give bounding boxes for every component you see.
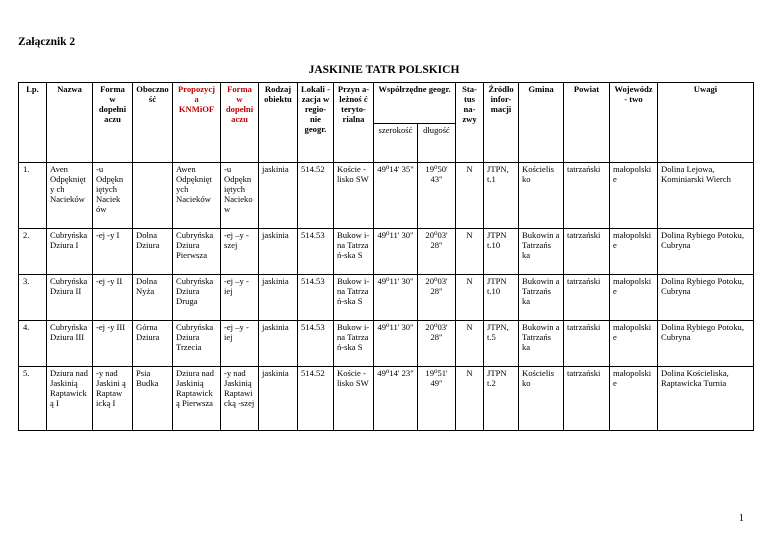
cell-nazwa: Aven Odpęknięty ch Nacieków (47, 163, 93, 229)
header-uwagi: Uwagi (658, 83, 754, 163)
cell-powiat: tatrzański (564, 163, 610, 229)
cell-lokalizacja: 514.53 (298, 321, 334, 367)
header-zrodlo: Źródło infor- macji (484, 83, 519, 163)
cell-wojewodztwo: małopolski e (610, 321, 658, 367)
header-status: Sta- tus na- zwy (456, 83, 484, 163)
cell-powiat: tatrzański (564, 229, 610, 275)
header-wojewodztwo: Wojewódz- two (610, 83, 658, 163)
cell-forma: -ej -y I (93, 229, 133, 275)
cell-status: N (456, 275, 484, 321)
header-szerokosc: szerokość (374, 124, 418, 163)
cell-zrodlo: JTPN t.10 (484, 275, 519, 321)
cell-lokalizacja: 514.53 (298, 275, 334, 321)
table-row (19, 275, 754, 321)
header-nazwa: Nazwa (47, 83, 93, 163)
cell-wojewodztwo: małopolski e (610, 275, 658, 321)
cell-wojewodztwo: małopolski e (610, 367, 658, 431)
cell-propozycja: Cubryńska Dziura Trzecia (173, 321, 221, 367)
table-row (19, 229, 754, 275)
table-row (19, 163, 754, 229)
cell-status: N (456, 321, 484, 367)
cell-lp: 3. (19, 275, 47, 321)
header-powiat: Powiat (564, 83, 610, 163)
cell-wojewodztwo: małopolski e (610, 163, 658, 229)
cell-status: N (456, 367, 484, 431)
cell-rodzaj: jaskinia (259, 229, 298, 275)
annex-label: Załącznik 2 (18, 36, 76, 48)
header-dlugosc: długość (418, 124, 456, 163)
cell-gmina: Kościelis ko (519, 367, 564, 431)
cell-nazwa: Cubryńska Dziura I (47, 229, 93, 275)
cell-obocznosc (133, 163, 173, 229)
header-lp: Lp. (19, 83, 47, 163)
cell-powiat: tatrzański (564, 321, 610, 367)
cell-gmina: Bukowin a Tatrzańs ka (519, 275, 564, 321)
cell-status: N (456, 163, 484, 229)
cell-zrodlo: JTPN t.10 (484, 229, 519, 275)
cell-przynaleznosc: Bukow i-na Tatrza ń-ska S (334, 229, 374, 275)
cell-propozycja: Awen Odpęknięt ych Nacieków (173, 163, 221, 229)
cell-zrodlo: JTPN t.2 (484, 367, 519, 431)
cell-nazwa: Cubryńska Dziura II (47, 275, 93, 321)
cell-szerokosc: 49⁰11' 30" (374, 275, 418, 321)
header-lokalizacja: Lokali - zacja w regio- nie geogr. (298, 83, 334, 163)
cell-forma2: -ej –y -iej (221, 321, 259, 367)
cell-przynaleznosc: Koście -lisko SW (334, 163, 374, 229)
cell-wojewodztwo: małopolski e (610, 229, 658, 275)
cell-uwagi: Dolina Kościeliska, Raptawicka Turnia (658, 367, 754, 431)
header-obocznosc: Oboczno ść (133, 83, 173, 163)
cell-powiat: tatrzański (564, 275, 610, 321)
cell-propozycja: Cubryńska Dziura Pierwsza (173, 229, 221, 275)
cell-powiat: tatrzański (564, 367, 610, 431)
cell-obocznosc: Psia Budka (133, 367, 173, 431)
cell-przynaleznosc: Koście -lisko SW (334, 367, 374, 431)
cell-rodzaj: jaskinia (259, 367, 298, 431)
cell-rodzaj: jaskinia (259, 163, 298, 229)
header-propozycja: Propozycj a KNMiOF (173, 83, 221, 163)
table-row (19, 321, 754, 367)
cell-lokalizacja: 514.53 (298, 229, 334, 275)
cell-forma: -ej -y III (93, 321, 133, 367)
header-przynaleznosc: Przyn a- leżnoś ć teryto- rialna (334, 83, 374, 163)
cell-uwagi: Dolina Rybiego Potoku, Cubryna (658, 321, 754, 367)
cell-nazwa: Cubryńska Dziura III (47, 321, 93, 367)
cell-szerokosc: 49⁰14' 35" (374, 163, 418, 229)
cell-obocznosc: Dolna Nyża (133, 275, 173, 321)
cell-przynaleznosc: Bukow i-na Tatrza ń-ska S (334, 321, 374, 367)
cell-uwagi: Dolina Lejowa, Kominiarski Wierch (658, 163, 754, 229)
cell-lp: 1. (19, 163, 47, 229)
cell-gmina: Bukowin a Tatrzańs ka (519, 321, 564, 367)
caves-table (18, 82, 754, 431)
cell-propozycja: Dziura nad Jaskinią Raptawick ą Pierwsza (173, 367, 221, 431)
header-forma2: Forma w dopełni aczu (221, 83, 259, 163)
cell-lp: 2. (19, 229, 47, 275)
cell-szerokosc: 49⁰11' 30" (374, 229, 418, 275)
header-forma: Forma w dopełni aczu (93, 83, 133, 163)
cell-zrodlo: JTPN, t.5 (484, 321, 519, 367)
cell-dlugosc: 20⁰03' 28" (418, 321, 456, 367)
cell-forma: -y nad Jaskini ą Raptaw icką I (93, 367, 133, 431)
header-rodzaj: Rodzaj obiektu (259, 83, 298, 163)
cell-forma2: -ej –y -iej (221, 275, 259, 321)
cell-szerokosc: 49⁰11' 30" (374, 321, 418, 367)
cell-forma2: -ej –y -szej (221, 229, 259, 275)
cell-lokalizacja: 514.52 (298, 367, 334, 431)
cell-nazwa: Dziura nad Jaskinią Raptawicką I (47, 367, 93, 431)
cell-forma2: -u Odpękn iętych Nacieko w (221, 163, 259, 229)
cell-lp: 4. (19, 321, 47, 367)
cell-dlugosc: 20⁰03' 28" (418, 275, 456, 321)
cell-uwagi: Dolina Rybiego Potoku, Cubryna (658, 275, 754, 321)
cell-rodzaj: jaskinia (259, 275, 298, 321)
cell-lp: 5. (19, 367, 47, 431)
cell-forma: -u Odpękn iętych Naciek ów (93, 163, 133, 229)
cell-forma: -ej -y II (93, 275, 133, 321)
cell-gmina: Kościelis ko (519, 163, 564, 229)
cell-obocznosc: Górna Dziura (133, 321, 173, 367)
cell-rodzaj: jaskinia (259, 321, 298, 367)
header-row (19, 83, 754, 124)
table-row (19, 367, 754, 431)
header-gmina: Gmina (519, 83, 564, 163)
cell-dlugosc: 19⁰50' 43" (418, 163, 456, 229)
cell-gmina: Bukowin a Tatrzańs ka (519, 229, 564, 275)
cell-propozycja: Cubryńska Dziura Druga (173, 275, 221, 321)
cell-dlugosc: 20⁰03' 28" (418, 229, 456, 275)
cell-przynaleznosc: Bukow i-na Tatrza ń-ska S (334, 275, 374, 321)
cell-dlugosc: 19⁰51' 49" (418, 367, 456, 431)
cell-obocznosc: Dolna Dziura (133, 229, 173, 275)
page-title: JASKINIE TATR POLSKICH (308, 64, 460, 76)
cell-status: N (456, 229, 484, 275)
page-number: 1 (738, 513, 744, 524)
header-wspolrzedne: Współrzędne geogr. (374, 83, 456, 124)
cell-szerokosc: 49⁰14' 23" (374, 367, 418, 431)
cell-zrodlo: JTPN, t.1 (484, 163, 519, 229)
cell-uwagi: Dolina Rybiego Potoku, Cubryna (658, 229, 754, 275)
cell-forma2: -y nad Jaskinią Raptawi cką -szej (221, 367, 259, 431)
cell-lokalizacja: 514.52 (298, 163, 334, 229)
